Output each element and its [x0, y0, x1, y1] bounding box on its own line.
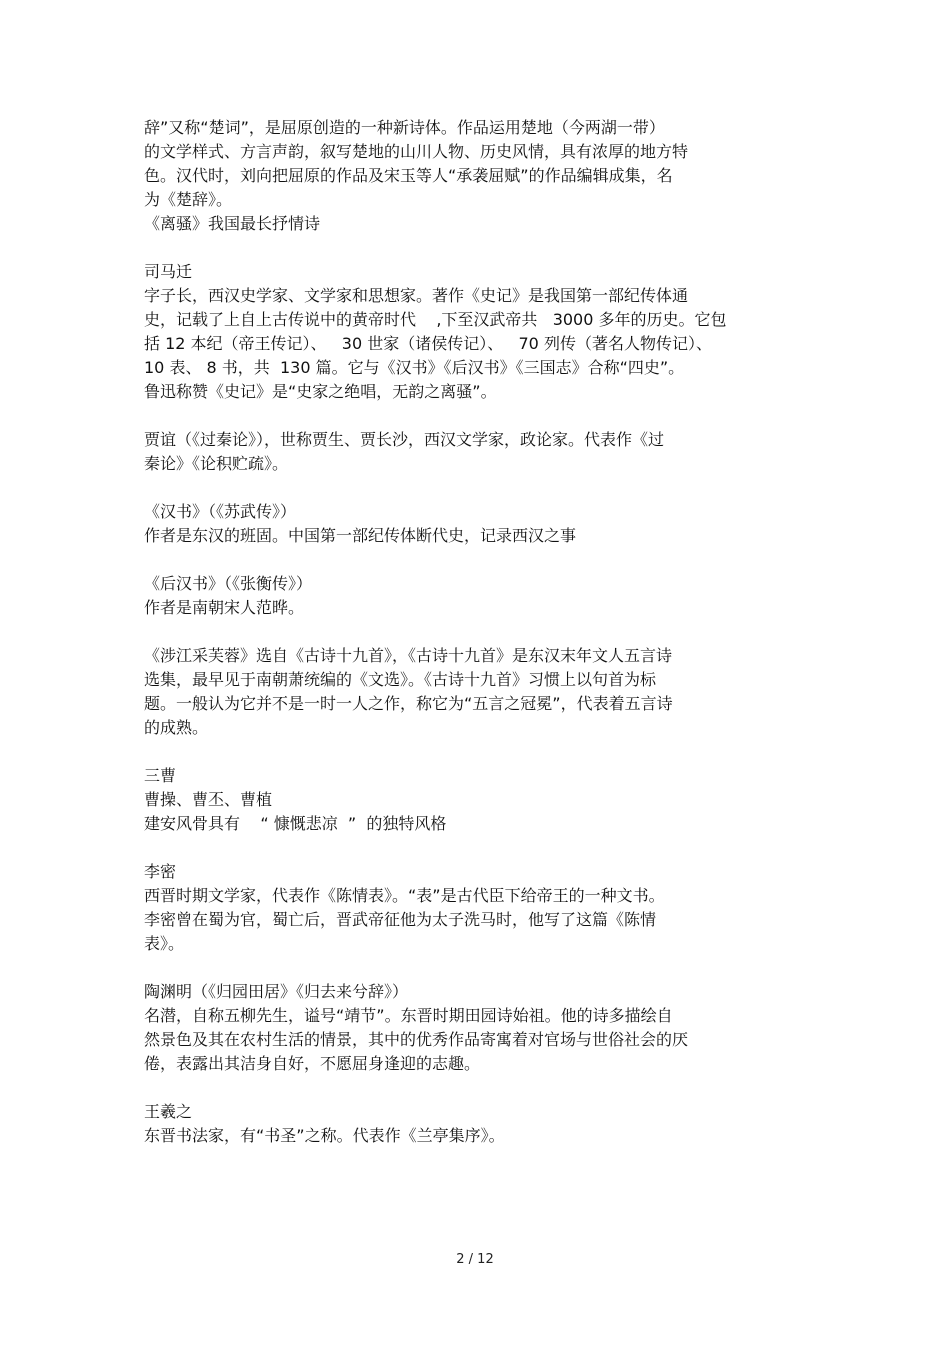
text-line: 西晋时期文学家，代表作《陈情表》。“表”是古代臣下给帝王的一种文书。: [144, 886, 665, 905]
paragraph-taoyuanming: [144, 980, 804, 1076]
text-line: 名潜，自称五柳先生，谥号“靖节”。东晋时期田园诗始祖。他的诗多描绘自: [144, 1006, 673, 1025]
paragraph-gap: [144, 404, 804, 428]
paragraph-hanshu: [144, 500, 804, 548]
text-line: 贾谊（《过秦论》），世称贾生、贾长沙，西汉文学家，政论家。代表作《过: [144, 430, 665, 449]
text-line: 作者是南朝宋人范晔。: [144, 598, 305, 617]
paragraph-gushi: [144, 644, 804, 740]
paragraph-chuci: [144, 116, 804, 236]
paragraph-gap: [144, 236, 804, 260]
paragraph-wangxizhi: [144, 1100, 804, 1148]
text-line: 为《楚辞》。: [144, 190, 233, 209]
text-line: 的成熟。: [144, 718, 209, 737]
paragraph-gap: [144, 740, 804, 764]
text-line: 东晋书法家，有“书圣”之称。代表作《兰亭集序》。: [144, 1126, 505, 1145]
text-line: 鲁迅称赞《史记》是“史家之绝唱，无韵之离骚”。: [144, 382, 497, 401]
paragraph-jiayi: [144, 428, 804, 476]
text-line: 史，记载了上自上古传说中的黄帝时代 ,下至汉武帝共 3000 多年的历史。它包: [144, 310, 727, 329]
section-heading: 王羲之: [144, 1102, 193, 1121]
section-heading: 李密: [144, 862, 177, 881]
text-line: 的文学样式、方言声韵，叙写楚地的山川人物、历史风情，具有浓厚的地方特: [144, 142, 689, 161]
page-number: 2 / 12: [456, 1252, 494, 1267]
text-line: 《离骚》我国最长抒情诗: [144, 214, 321, 233]
text-line: 括 12 本纪（帝王传记）、 30 世家（诸侯传记）、 70 列传（著名人物传记）、: [144, 334, 712, 353]
paragraph-gap: [144, 836, 804, 860]
paragraph-houhanshu: [144, 572, 804, 620]
text-line: 倦，表露出其洁身自好，不愿屈身逢迎的志趣。: [144, 1054, 481, 1073]
text-line: 作者是东汉的班固。中国第一部纪传体断代史，记录西汉之事: [144, 526, 577, 545]
paragraph-simaqian: [144, 260, 804, 404]
text-line: 字子长，西汉史学家、文学家和思想家。著作《史记》是我国第一部纪传体通: [144, 286, 689, 305]
section-heading: 《汉书》（《苏武传》）: [144, 502, 297, 521]
text-line: 《涉江采芙蓉》选自《古诗十九首》，《古诗十九首》是东汉末年文人五言诗: [144, 646, 673, 665]
paragraph-gap: [144, 1076, 804, 1100]
text-line: 然景色及其在农村生活的情景，其中的优秀作品寄寓着对官场与世俗社会的厌: [144, 1030, 689, 1049]
section-heading: 三曹: [144, 766, 177, 785]
text-line: 选集，最早见于南朝萧统编的《文选》。《古诗十九首》习惯上以句首为标: [144, 670, 657, 689]
paragraph-gap: [144, 476, 804, 500]
text-line: 建安风骨具有 “ 慷慨悲凉 ” 的独特风格: [144, 814, 447, 833]
document-body: [144, 116, 804, 1148]
paragraph-limi: [144, 860, 804, 956]
paragraph-sancao: [144, 764, 804, 836]
paragraph-gap: [144, 548, 804, 572]
text-line: 曹操、曹丕、曹植: [144, 790, 273, 809]
text-line: 题。一般认为它并不是一时一人之作，称它为“五言之冠冕”，代表着五言诗: [144, 694, 673, 713]
section-heading: 司马迁: [144, 262, 193, 281]
section-heading: 《后汉书》（《张衡传》）: [144, 574, 313, 593]
section-heading: 陶渊明（《归园田居》《归去来兮辞》）: [144, 982, 409, 1001]
text-line: 10 表、 8 书，共 130 篇。它与《汉书》《后汉书》《三国志》合称“四史”。: [144, 358, 685, 377]
text-line: 色。汉代时，刘向把屈原的作品及宋玉等人“承袭屈赋”的作品编辑成集，名: [144, 166, 673, 185]
text-line: 表》。: [144, 934, 185, 953]
text-line: 秦论》《论积贮疏》。: [144, 454, 289, 473]
paragraph-gap: [144, 956, 804, 980]
text-line: 辞”又称“楚词”，是屈原创造的一种新诗体。作品运用楚地（今两湖一带）: [144, 118, 665, 137]
text-line: 李密曾在蜀为官，蜀亡后，晋武帝征他为太子洗马时，他写了这篇《陈情: [144, 910, 657, 929]
paragraph-gap: [144, 620, 804, 644]
